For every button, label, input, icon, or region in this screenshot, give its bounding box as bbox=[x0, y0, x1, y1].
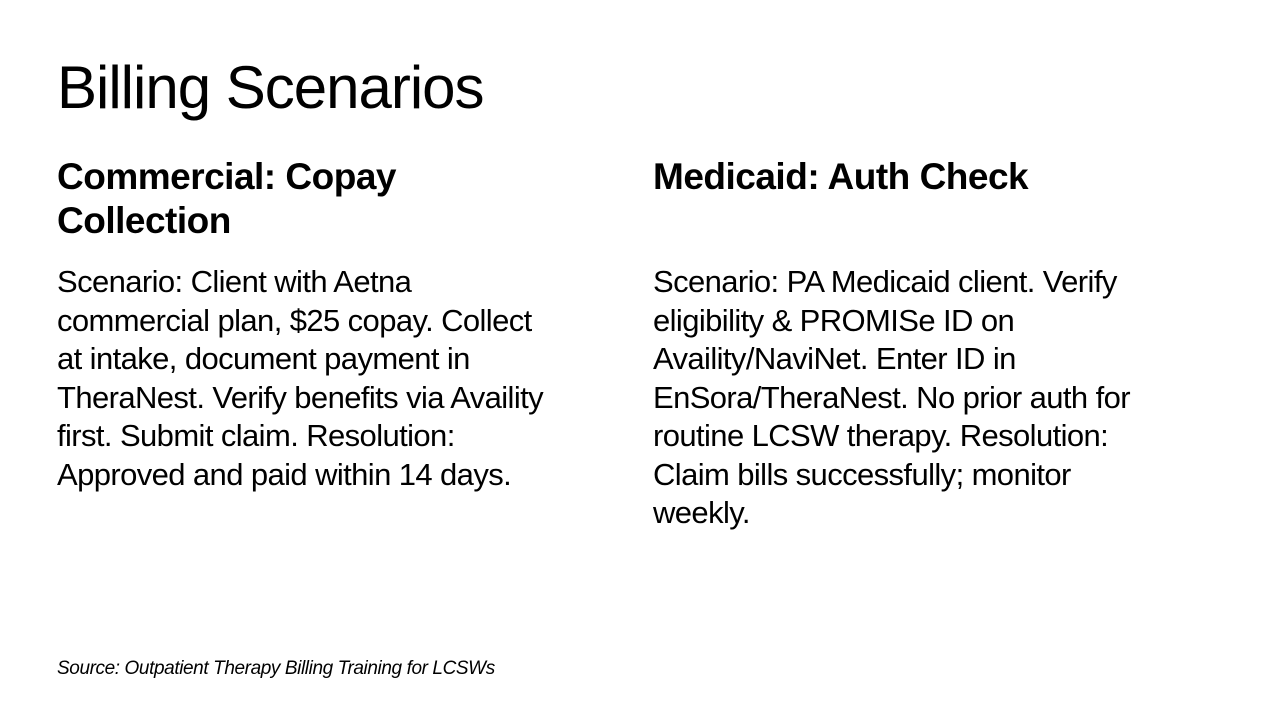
scenario-body: Scenario: Client with Aetna commercial plan, $25 copay. Collect at intake, document payment in TheraNest. Verify benefits via Availity first. Submit claim. Resolution: Approved and paid within 14 days. bbox=[57, 264, 544, 492]
scenario-commercial bbox=[57, 155, 557, 494]
scenario-heading: Medicaid: Auth Check bbox=[653, 156, 1029, 197]
scenario-body: Scenario: PA Medicaid client. Verify eligibility & PROMISe ID on Availity/NaviNet. Enter ID in EnSora/TheraNest. No prior auth for routine LCSW therapy. Resolution: Claim bills successfully; monitor weekly. bbox=[653, 264, 1130, 530]
source-citation: Source: Outpatient Therapy Billing Training for LCSWs bbox=[57, 658, 495, 679]
scenario-medicaid bbox=[653, 155, 1153, 533]
scenario-heading: Commercial: Copay Collection bbox=[57, 156, 396, 241]
slide-title: Billing Scenarios bbox=[57, 54, 484, 121]
